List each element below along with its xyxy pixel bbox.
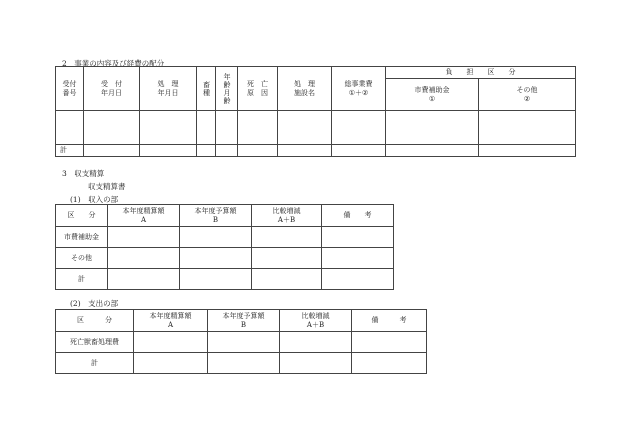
expense-heading: (2) 支出の部	[70, 299, 119, 308]
header-uketsuke-date: 受 付 年月日	[84, 67, 140, 111]
table-row	[56, 248, 394, 269]
header-futan-kubun: 負 担 区 分	[386, 67, 576, 79]
income-header-biko: 備 考	[322, 205, 394, 227]
header-shihi-hojokin: 市費補助金 ①	[386, 79, 479, 111]
total-row	[56, 145, 576, 157]
table-row	[56, 111, 576, 145]
income-header-kubun: 区 分	[56, 205, 108, 227]
header-shori-date: 処 理 年月日	[140, 67, 197, 111]
income-heading: (1) 収入の部	[70, 195, 119, 204]
header-sonota: その他 ②	[479, 79, 576, 111]
expense-allocation-table	[55, 66, 576, 157]
expense-table	[55, 309, 427, 374]
header-shori-shisetsu: 処 理 施設名	[278, 67, 332, 111]
section3-heading: 3 収支精算	[62, 169, 105, 178]
income-header-current: 本年度精算額 A	[108, 205, 180, 227]
income-header-diff: 比較増減 A＋B	[252, 205, 322, 227]
expense-header-biko: 備 考	[352, 310, 427, 332]
header-chikushu: 畜種	[197, 67, 216, 111]
expense-header-budget: 本年度予算額 B	[208, 310, 280, 332]
expense-row-label: 計	[56, 353, 134, 374]
table-row	[56, 227, 394, 248]
expense-header-current: 本年度精算額 A	[134, 310, 208, 332]
header-uketsuke-bango: 受付 番号	[56, 67, 84, 111]
header-sojigyohi: 総事業費 ①＋②	[332, 67, 386, 111]
expense-header-kubun: 区 分	[56, 310, 134, 332]
income-row-label: その他	[56, 248, 108, 269]
table-row	[56, 332, 427, 353]
section3-subheading: 収支精算書	[88, 182, 126, 191]
income-row-label: 市費補助金	[56, 227, 108, 248]
section2-heading: 2 事業の内容及び経費の配分	[62, 59, 165, 68]
expense-header-diff: 比較増減 A＋B	[280, 310, 352, 332]
income-table	[55, 204, 394, 290]
header-shibo-gen-in: 死 亡 原 因	[238, 67, 278, 111]
income-row-label: 計	[56, 269, 108, 290]
income-header-budget: 本年度予算額 B	[180, 205, 252, 227]
total-label: 計	[56, 145, 84, 157]
header-nenrei: 年齢月齢	[216, 67, 238, 111]
table-row	[56, 269, 394, 290]
table-row	[56, 353, 427, 374]
expense-row-label: 死亡獣畜処理費	[56, 332, 134, 353]
